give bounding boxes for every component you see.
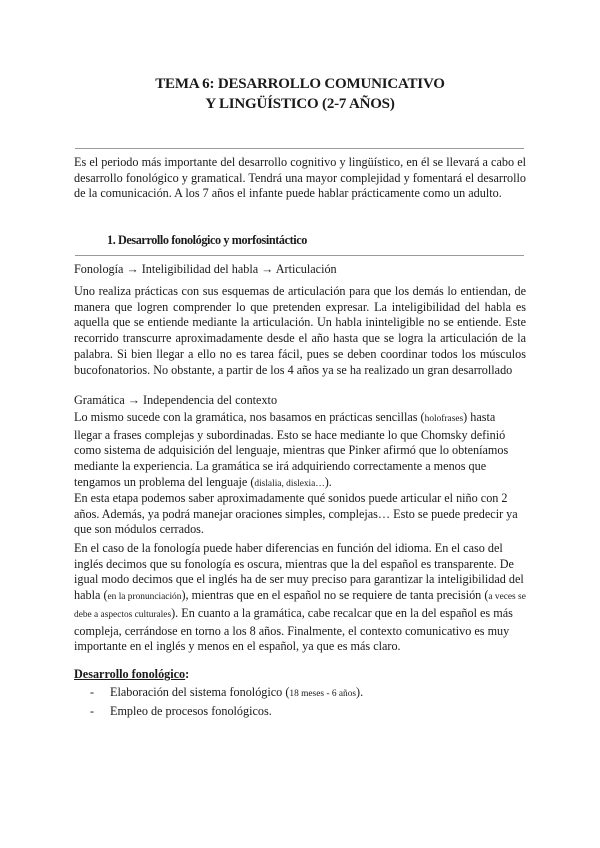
paragraph-grammar-note-holofrases: holofrases [424,414,464,424]
document-title-line-1: TEMA 6: DESARROLLO COMUNICATIVO [155,76,445,92]
concept-chain-phonology: Fonología → Inteligibilidad del habla → Articulación [74,262,337,276]
paragraph-grammar-text-e: ). [324,474,332,489]
list-item-text: Empleo de procesos fonológicos. [110,703,272,718]
list-item [90,684,363,703]
phonological-list [90,684,363,721]
paragraph-language-comparison [74,541,526,655]
paragraph-articulation: Uno realiza prácticas con sus esquemas de articulación para que los demás lo entiendan, de manera que logren comprender lo que pretenden expresar. La inteligibilidad del habla es aquella que se entiende mediante la articulación. Un habla ininteligible no se entiende. Este recorrido transcurre aproximadamente desde el año hasta que se logra la articulación de la palabra. Si bien llegar a ello no es tarea fácil, pues se deben coordinar todos los músculos bucofonatorios. No obstante, a partir de los 4 años ya se ha realizado un gran desarrollado [74,284,526,377]
subsection-heading [74,667,189,682]
list-item-end: ). [356,685,364,699]
paragraph-grammar [74,410,526,493]
list-bullet-dash: - [90,703,95,718]
paragraph-comparison-note-pronunciation: en la pronunciación [107,592,182,603]
paragraph-grammar-text-a: Lo mismo sucede con la gramática, nos basamos en prácticas sencillas ( [74,410,425,424]
list-bullet-dash: - [90,685,95,699]
paragraph-comparison-text-e: ). En cuanto a la gramática, cabe recalcar que en la del español es más compleja, cerrándose en torno a los 8 años. Finalmente, el contexto comunicativo es muy importante en el inglés y menos en el español, ya que es más claro. [74,605,513,654]
subsection-heading-label: Desarrollo fonológico [74,667,186,681]
subsection-heading-colon: : [185,667,190,681]
list-item-note: 18 meses - 6 años [289,689,357,699]
paragraph-grammar-note-dislalia: dislalia, dislexia… [254,478,325,489]
intro-paragraph: Es el periodo más importante del desarrollo cognitivo y lingüístico, en él se llevará a cabo el desarrollo fonológico y gramatical. Tendrá una mayor complejidad y fomentará el desarrollo de la comunicación. A los 7 años el infante puede hablar prácticamente como un adulto. [74,155,526,201]
title-divider [75,148,524,149]
paragraph-stage: En esta etapa podemos saber aproximadamente qué sonidos puede articular el niño con 2 años. Además, ya podrá manejar oraciones simples, complejas… Esto se puede predecir ya que son módulos cerrados. [74,491,518,537]
list-item-text: Elaboración del sistema fonológico ( [110,685,290,699]
paragraph-comparison-note-cultural: a veces se debe a aspectos culturales [74,592,526,620]
section-heading: 1. Desarrollo fonológico y morfosintáctico [107,233,307,247]
paragraph-comparison-text-c: ), mientras que en el español no se requiere de tanta precisión ( [181,588,489,603]
paragraph-grammar-text-c: ) hasta llegar a frases complejas y subordinadas. Esto se hace mediante lo que Chomsky definió como sistema de adquisición del lenguaje, mientras que Pinker afirmó que lo obteníamos mediante la experiencia. La gramática se irá adquiriendo correctamente a menos que tengamos un problema del lenguaje ( [74,410,509,489]
paragraph-comparison-text-a: En el caso de la fonología puede haber diferencias en función del idioma. En el caso del inglés decimos que su fonología es oscura, mientras que la del español es transparente. De igual modo decimos que el inglés ha de ser muy preciso para garantizar la inteligibilidad del habla ( [74,541,524,603]
list-item [90,703,363,722]
document-title-line-2: Y LINGÜÍSTICO (2-7 AÑOS) [205,96,395,112]
section-divider [75,255,524,256]
concept-chain-grammar: Gramática → Independencia del contexto [74,393,278,407]
